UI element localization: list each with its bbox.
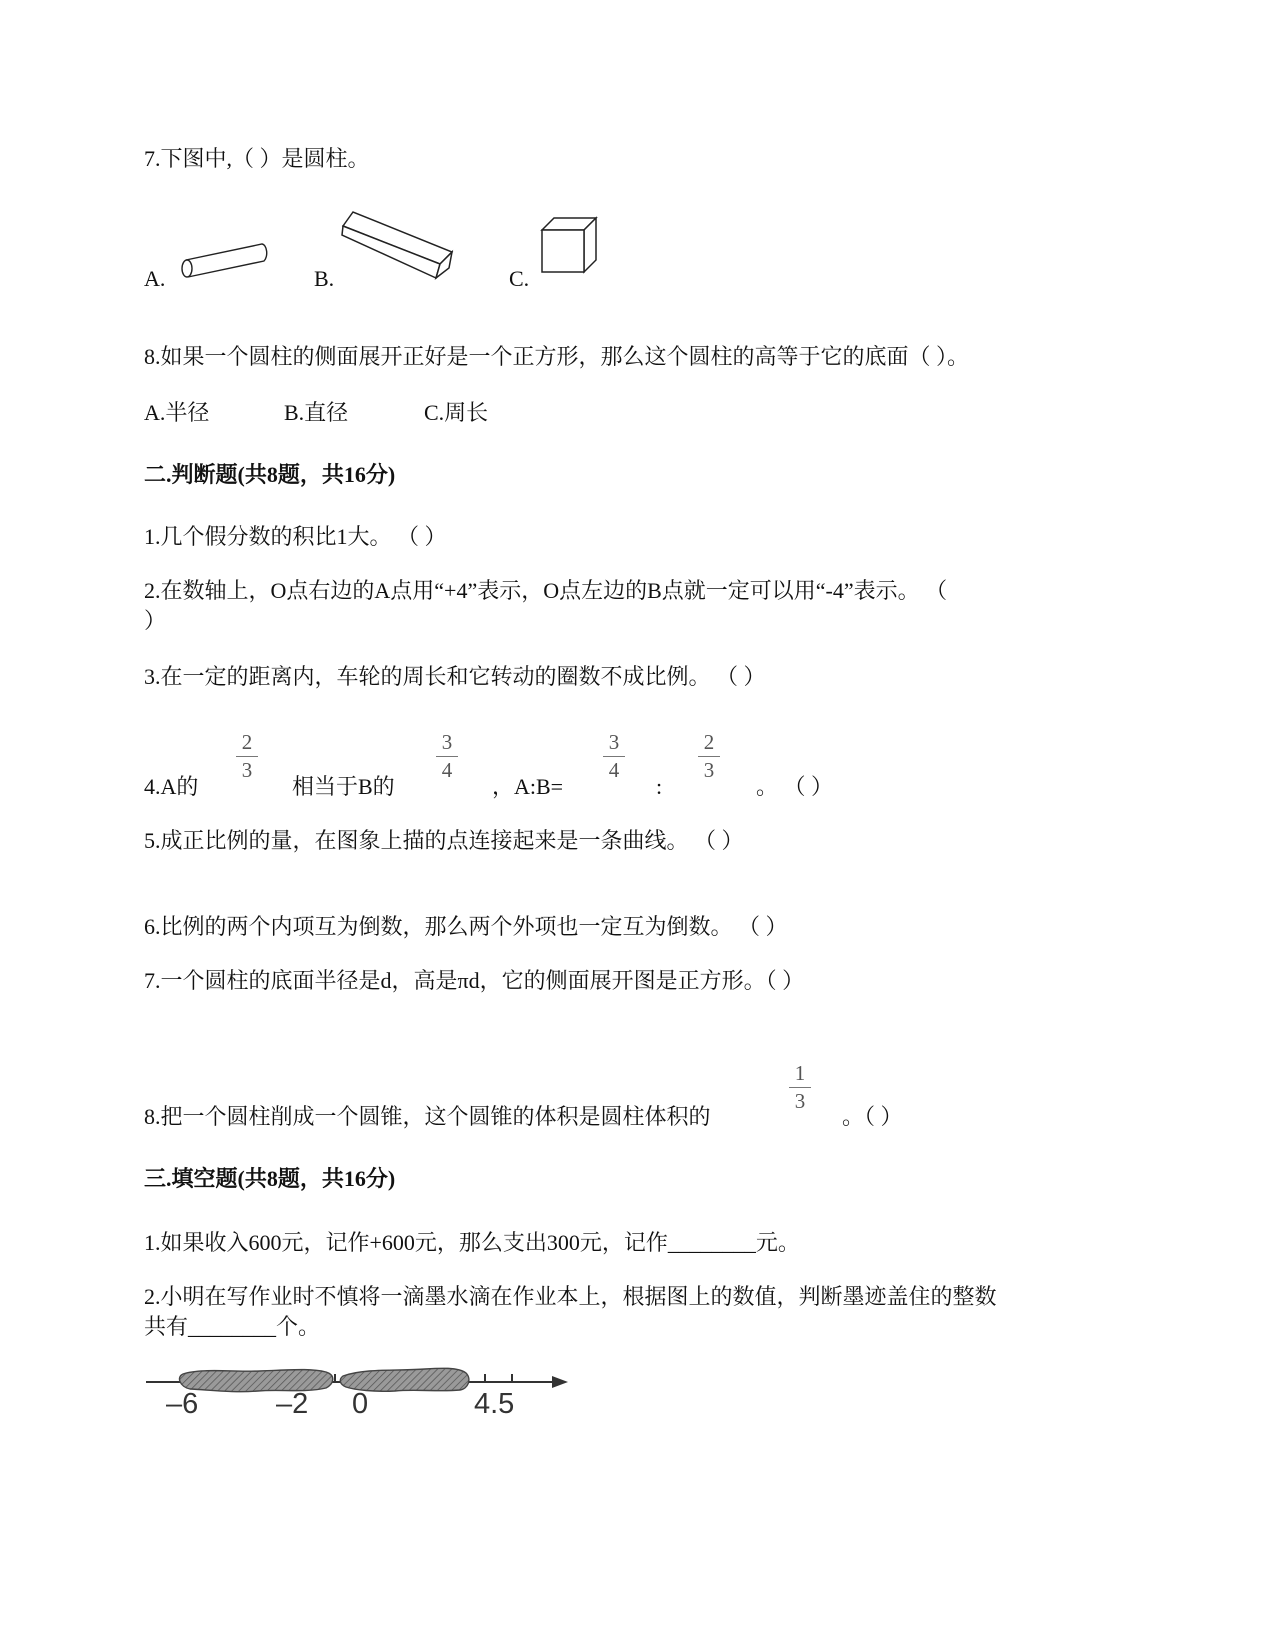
- q8-option-a: A.半径: [144, 400, 210, 425]
- fraction-two-thirds: [232, 732, 262, 781]
- fraction-three-quarters-ratio: [599, 732, 629, 781]
- judge-item-4-part1: 4.A的: [144, 774, 199, 799]
- judge-item-4-part2: 相当于B的: [292, 774, 395, 799]
- fraction-numerator: 2: [241, 730, 253, 754]
- judge-item-4-colon: :: [656, 774, 663, 799]
- q7-stem: 7.下图中,（ ）是圆柱。: [144, 146, 370, 171]
- judge-item-7: 7.一个圆柱的底面半径是d，高是πd，它的侧面展开图是正方形。（ ）: [144, 968, 805, 993]
- fraction-numerator: 3: [608, 730, 620, 754]
- fill-item-2-line1: 2.小明在写作业时不慎将一滴墨水滴在作业本上，根据图上的数值，判断墨迹盖住的整数: [144, 1284, 997, 1309]
- fraction-denominator: 3: [794, 1089, 806, 1113]
- cube-icon: [540, 216, 600, 276]
- fill-item-2-line2: 共有________个。: [144, 1314, 321, 1339]
- judge-item-4-end: 。 （ ）: [756, 774, 834, 799]
- fraction-denominator: 3: [241, 758, 253, 782]
- number-line-label-neg2: –2: [276, 1388, 309, 1420]
- judge-item-5: 5.成正比例的量，在图象上描的点连接起来是一条曲线。 （ ）: [144, 828, 744, 853]
- fill-item-1: 1.如果收入600元，记作+600元，那么支出300元，记作________元。: [144, 1230, 800, 1255]
- fraction-one-third: [785, 1063, 815, 1112]
- judge-item-1: 1.几个假分数的积比1大。 （ ）: [144, 524, 447, 549]
- number-line-label-zero: 0: [352, 1388, 369, 1420]
- fraction-numerator: 3: [441, 730, 453, 754]
- judge-item-2: 2.在数轴上，O点右边的A点用“+4”表示，O点左边的B点就一定可以用“-4”表示。 （: [144, 578, 948, 603]
- q8-stem: 8.如果一个圆柱的侧面展开正好是一个正方形，那么这个圆柱的高等于它的底面（ ）。: [144, 344, 970, 369]
- number-line-label-neg6: –6: [166, 1388, 199, 1420]
- judge-item-3: 3.在一定的距离内，车轮的周长和它转动的圈数不成比例。 （ ）: [144, 664, 766, 689]
- number-line-arrow: [552, 1376, 568, 1388]
- section2-heading: 二.判断题(共8题，共16分): [144, 462, 396, 487]
- fraction-denominator: 3: [703, 758, 715, 782]
- q8-option-b: B.直径: [284, 400, 349, 425]
- triangular-prism-icon: [340, 206, 458, 284]
- fraction-denominator: 4: [608, 758, 620, 782]
- cylinder-rod-icon: [176, 238, 276, 282]
- fraction-numerator: 2: [703, 730, 715, 754]
- fraction-numerator: 1: [794, 1061, 806, 1085]
- judge-item-8-part1: 8.把一个圆柱削成一个圆锥，这个圆锥的体积是圆柱体积的: [144, 1104, 711, 1129]
- fraction-denominator: 4: [441, 758, 453, 782]
- judge-item-2-cont: ）: [144, 608, 167, 633]
- ink-blot-left: [179, 1370, 332, 1392]
- fraction-three-quarters: [432, 732, 462, 781]
- judge-item-4-part3: ，A:B=: [492, 774, 564, 799]
- fraction-two-thirds-ratio: [694, 732, 724, 781]
- q7-option-a-label: A.: [144, 266, 166, 291]
- number-line-label-4-5: 4.5: [474, 1388, 515, 1420]
- section3-heading: 三.填空题(共8题，共16分): [144, 1166, 396, 1191]
- judge-item-6: 6.比例的两个内项互为倒数，那么两个外项也一定互为倒数。 （ ）: [144, 914, 788, 939]
- q7-option-c-label: C.: [509, 266, 530, 291]
- judge-item-8-end: 。（ ）: [842, 1104, 903, 1129]
- q7-option-b-label: B.: [314, 266, 335, 291]
- q8-option-c: C.周长: [424, 400, 489, 425]
